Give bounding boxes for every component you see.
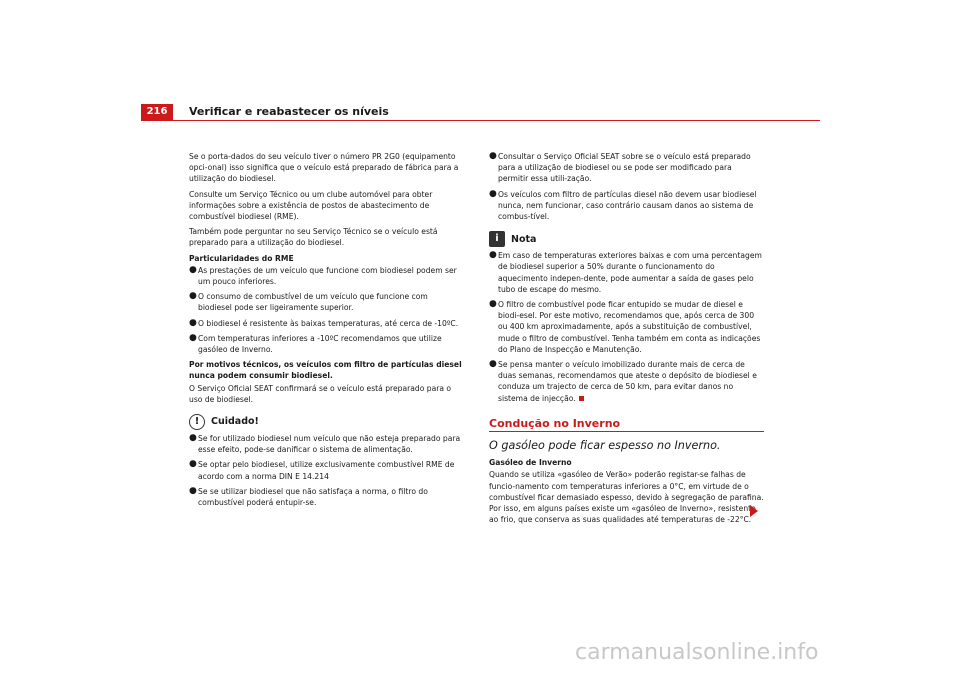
paragraph: Consulte um Serviço Técnico ou um clube automóvel para obter informações sobre a existência de postos de abastecimento de combustível biodiesel (RME).: [189, 189, 433, 222]
bullet-item: [489, 359, 764, 404]
bullet-item: [489, 189, 764, 223]
warning-icon: !: [189, 414, 205, 430]
bullet-item: [189, 318, 464, 329]
bullet-text: As prestações de um veículo que funcione com biodiesel podem ser um pouco inferiores.: [198, 265, 457, 287]
page-header-title: Verificar e reabastecer os níveis: [189, 105, 389, 118]
bullet-text: Com temperaturas inferiores a -10ºC recomendamos que utilize gasóleo de Inverno.: [198, 333, 442, 355]
bullet-icon: ●: [189, 459, 197, 470]
section-subtitle: O gasóleo pode ficar espesso no Inverno.: [489, 439, 721, 453]
bullet-item: [189, 433, 464, 455]
paragraph: Quando se utiliza «gasóleo de Verão» poderão registar-se falhas de funcio-namento com temperaturas inferiores a 0°C, em virtude de o combustível ficar demasiado espesso, devido à segregação de parafina. Por isso, em alguns países existe um «gasóleo de Inverno», resistente ao frio, que conserva as suas qualidades até temperaturas de -22°C.: [489, 470, 764, 525]
paragraph: Também pode perguntar no seu Serviço Técnico se o veículo está preparado para a utilização do biodiesel.: [189, 227, 438, 248]
bullet-text: Os veículos com filtro de partículas diesel não devem usar biodiesel nunca, nem funcionar, caso contrário causam danos ao sistema de combus-tível.: [498, 189, 757, 222]
right-column: [489, 151, 764, 529]
bullet-item: [189, 486, 464, 508]
bullet-text: Consultar o Serviço Oficial SEAT sobre se o veículo está preparado para a utilização de biodiesel ou se pode ser modificado para permitir essa utili-zação.: [498, 152, 751, 184]
section-title: Condução no Inverno: [489, 418, 764, 432]
bullet-icon: ●: [189, 433, 197, 444]
bullet-icon: ●: [489, 359, 497, 370]
left-column: [189, 151, 464, 512]
note-header: [489, 231, 764, 247]
bullet-item: [189, 459, 464, 481]
bullet-icon: ●: [489, 151, 497, 161]
paragraph: O Serviço Oficial SEAT confirmará se o veículo está preparado para o uso de biodiesel.: [189, 383, 452, 404]
bullet-icon: ●: [189, 485, 197, 496]
bullet-item: [189, 265, 464, 287]
next-page-arrow-icon[interactable]: [750, 505, 758, 517]
bullet-text: O filtro de combustível pode ficar entupido se mudar de diesel e biodi-esel. Por este motivo, recomendamos que, após cerca de 300 ou 400 km aproximadamente, após a substituição de combustível, mude o filtro de combustível. Tenha também em conta as indicações do Plano de Inspecção e Manutenção.: [498, 300, 761, 354]
bullet-icon: ●: [189, 264, 197, 275]
bullet-icon: ●: [189, 317, 197, 328]
bullet-icon: ●: [489, 250, 497, 261]
subheading: Por motivos técnicos, os veículos com filtro de partículas diesel nunca podem consumir biodiesel.: [189, 360, 462, 381]
bullet-icon: ●: [489, 299, 497, 310]
subheading: Particularidades do RME: [189, 253, 294, 263]
bullet-text: O biodiesel é resistente às baixas temperaturas, até cerca de -10ºC.: [198, 318, 459, 328]
bullet-item: [189, 333, 464, 355]
bullet-icon: ●: [189, 291, 197, 302]
bullet-icon: ●: [189, 332, 197, 343]
bullet-text: Se se utilizar biodiesel que não satisfaça a norma, o filtro do combustível poderá entupir-se.: [198, 486, 428, 508]
paragraph: Se o porta-dados do seu veículo tiver o número PR 2G0 (equipamento opci-onal) isso significa que o veículo está preparado de fábrica para a utilização do biodiesel.: [189, 152, 459, 184]
watermark: carmanualsonline.info: [575, 640, 819, 665]
bullet-text: Se for utilizado biodiesel num veículo que não esteja preparado para esse efeito, pode-se danificar o sistema de alimentação.: [198, 434, 461, 455]
header-rule: [141, 120, 820, 121]
bullet-text: [498, 359, 764, 404]
caution-header: [189, 414, 464, 430]
note-title: Nota: [511, 233, 537, 245]
page-number: 216: [141, 104, 173, 120]
subheading: Gasóleo de Inverno: [489, 458, 572, 468]
bullet-item: [489, 299, 764, 355]
bullet-icon: ●: [489, 188, 497, 199]
bullet-text-content: Se pensa manter o veículo imobilizado durante mais de cerca de duas semanas, recomendamos que ateste o depósito de biodiesel e conduza um trajecto de cerca de 50 km, para evitar danos no sistema de injecção.: [498, 360, 757, 403]
bullet-item: [489, 250, 764, 295]
bullet-item: [489, 151, 764, 185]
bullet-text: Se optar pelo biodiesel, utilize exclusivamente combustível RME de acordo com a norma DIN E 14.214: [198, 460, 455, 481]
bullet-text: O consumo de combustível de um veículo que funcione com biodiesel pode ser ligeiramente superior.: [198, 292, 428, 313]
info-icon: i: [489, 231, 505, 247]
end-mark-icon: [579, 396, 584, 401]
bullet-item: [189, 291, 464, 313]
bullet-text: Em caso de temperaturas exteriores baixas e com uma percentagem de biodiesel superior a 50% durante o funcionamento do aquecimento indepen-dente, pode aumentar a saída de gases pelo tubo de escape do mesmo.: [498, 251, 762, 294]
caution-title: Cuidado!: [211, 416, 259, 428]
